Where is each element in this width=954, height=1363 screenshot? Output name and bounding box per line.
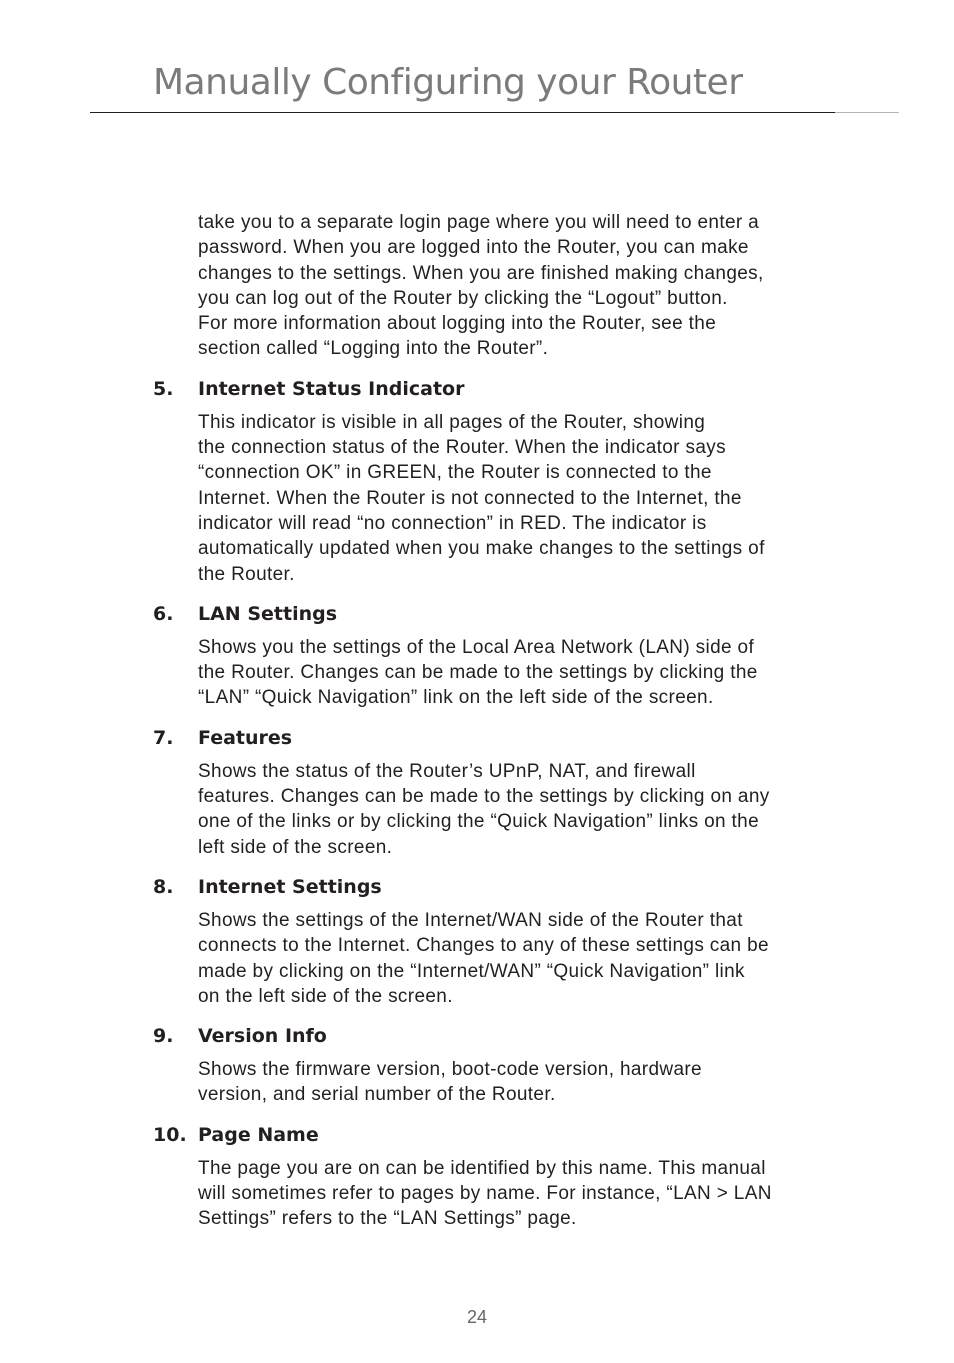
item-heading: [153, 725, 865, 751]
text-line: Shows you the settings of the Local Area Network (LAN) side of: [198, 636, 755, 658]
text-line: on the left side of the screen.: [198, 985, 453, 1007]
text-line: “LAN” “Quick Navigation” link on the left side of the screen.: [198, 687, 714, 709]
text-line: you can log out of the Router by clicking the “Logout” button.: [198, 287, 728, 309]
text-line: “connection OK” in GREEN, the Router is connected to the: [198, 462, 712, 484]
header-divider-tail: [835, 112, 899, 113]
item-number: 5.: [153, 377, 174, 400]
page-title: Manually Configuring your Router: [153, 62, 743, 103]
page-number: 24: [466, 1307, 488, 1327]
text-line: The page you are on can be identified by this name. This manual: [198, 1157, 766, 1179]
item-title: LAN Settings: [198, 602, 338, 625]
text-line: one of the links or by clicking the “Quick Navigation” links on the: [198, 811, 759, 833]
text-line: password. When you are logged into the Router, you can make: [198, 237, 749, 259]
item-title: Page Name: [198, 1123, 319, 1146]
text-line: This indicator is visible in all pages of the Router, showing: [198, 411, 706, 433]
list-item-lan-settings: [153, 601, 865, 711]
text-line: the Router. Changes can be made to the settings by clicking the: [198, 662, 758, 684]
list-item-internet-status-indicator: [153, 376, 865, 587]
text-line: Shows the firmware version, boot-code version, hardware: [198, 1059, 702, 1081]
item-description: [198, 759, 865, 860]
item-description: [198, 635, 865, 711]
item-description: [198, 908, 865, 1009]
text-line: features. Changes can be made to the settings by clicking on any: [198, 786, 770, 808]
item-number: 10.: [153, 1123, 187, 1146]
text-line: For more information about logging into the Router, see the: [198, 313, 717, 335]
item-number: 6.: [153, 602, 174, 625]
text-line: automatically updated when you make changes to the settings of: [198, 538, 765, 560]
header-divider: [90, 112, 835, 113]
item-title: Features: [198, 726, 293, 749]
text-line: made by clicking on the “Internet/WAN” “Quick Navigation” link: [198, 960, 745, 982]
page-content: [153, 210, 865, 1232]
item-title: Version Info: [198, 1025, 327, 1048]
text-line: the Router.: [198, 563, 295, 585]
item-title: Internet Settings: [198, 875, 382, 898]
list-item-features: [153, 725, 865, 860]
text-line: section called “Logging into the Router”.: [198, 338, 549, 360]
item-heading: [153, 601, 865, 627]
text-line: Internet. When the Router is not connected to the Internet, the: [198, 487, 742, 509]
item-title: Internet Status Indicator: [198, 377, 465, 400]
item-number: 8.: [153, 875, 174, 898]
text-line: take you to a separate login page where you will need to enter a: [198, 212, 760, 233]
item-description: [198, 1156, 865, 1232]
text-line: version, and serial number of the Router.: [198, 1084, 556, 1106]
text-line: indicator will read “no connection” in RED. The indicator is: [198, 512, 707, 534]
item-heading: [153, 1023, 865, 1049]
item-number: 9.: [153, 1025, 174, 1048]
text-line: the connection status of the Router. When the indicator says: [198, 437, 726, 459]
item-heading: [153, 1122, 865, 1148]
text-line: will sometimes refer to pages by name. For instance, “LAN > LAN: [198, 1183, 772, 1205]
list-item-page-name: [153, 1122, 865, 1232]
text-line: Shows the settings of the Internet/WAN side of the Router that: [198, 909, 743, 931]
text-line: Settings” refers to the “LAN Settings” page.: [198, 1208, 577, 1230]
text-line: connects to the Internet. Changes to any of these settings can be: [198, 935, 769, 957]
item-description: [198, 1057, 865, 1108]
text-line: Shows the status of the Router’s UPnP, NAT, and firewall: [198, 760, 696, 782]
text-line: changes to the settings. When you are finished making changes,: [198, 262, 764, 284]
item-number: 7.: [153, 726, 174, 749]
text-line: left side of the screen.: [198, 836, 393, 858]
item-heading: [153, 874, 865, 900]
list-item-version-info: [153, 1023, 865, 1108]
item-heading: [153, 376, 865, 402]
item-description: [198, 410, 865, 587]
list-item-internet-settings: [153, 874, 865, 1009]
intro-paragraph: [198, 210, 865, 362]
